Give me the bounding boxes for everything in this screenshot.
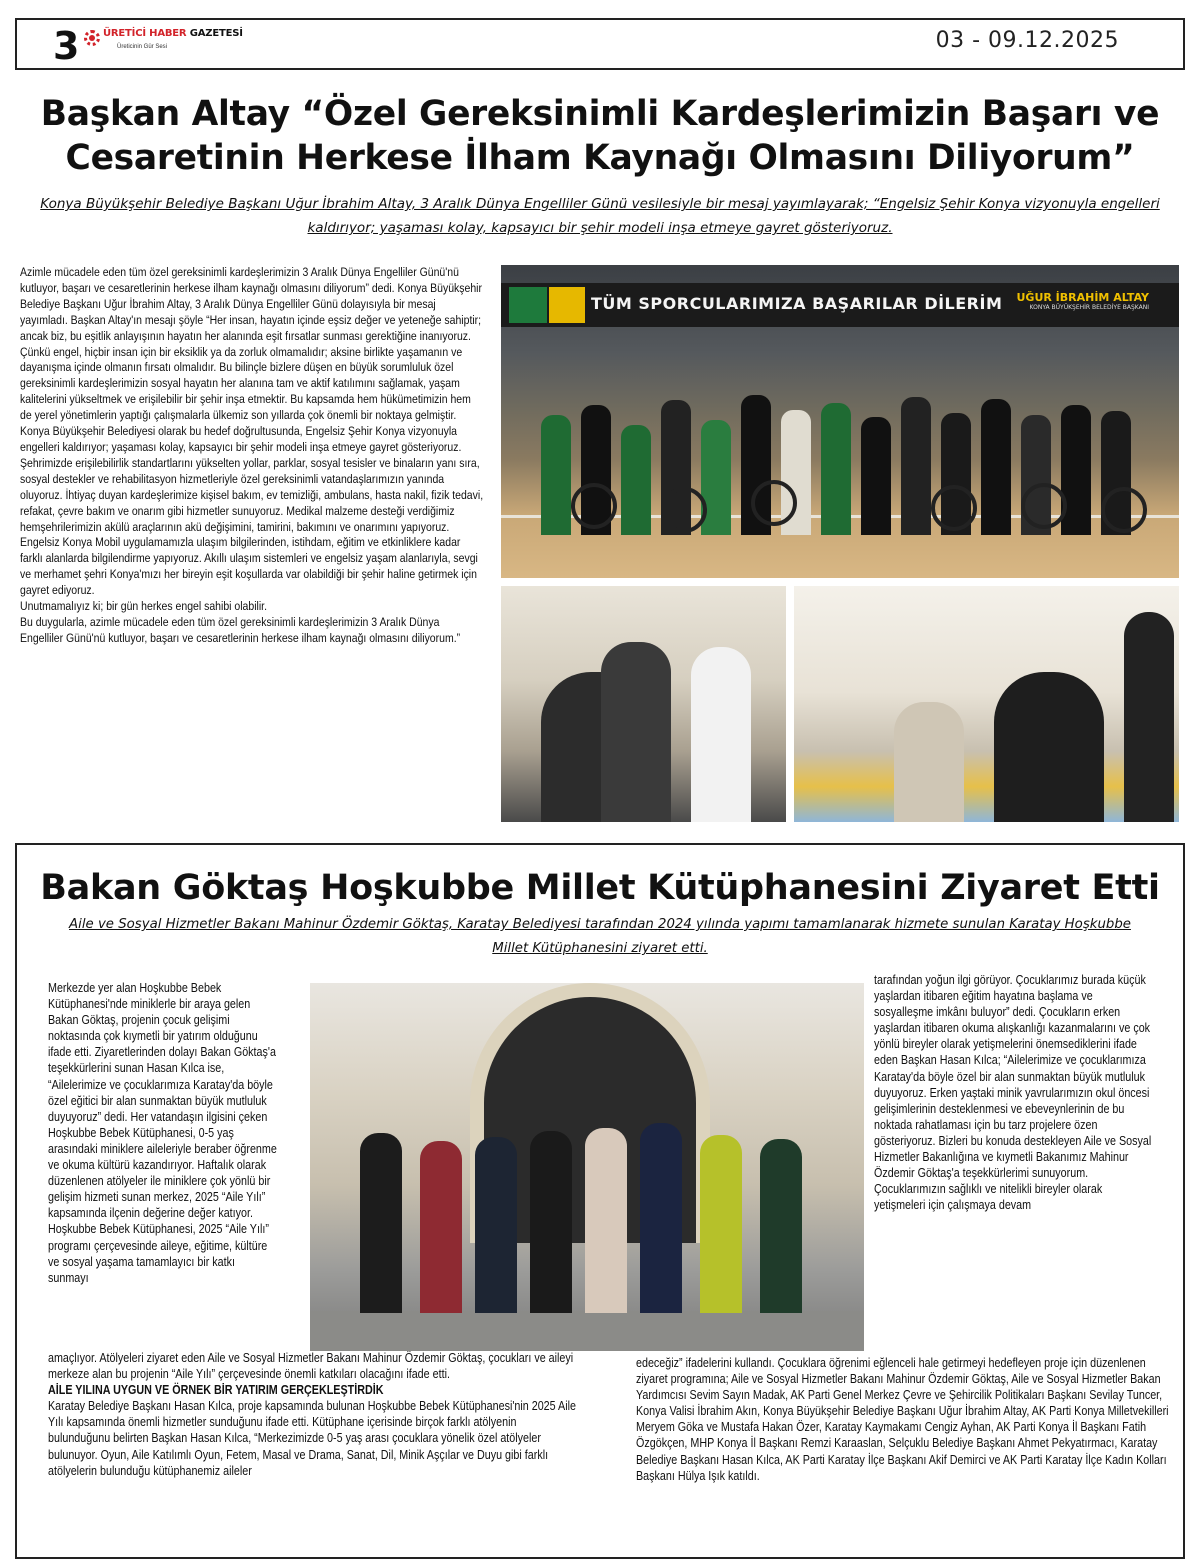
- article2-subhead: AİLE YILINA UYGUN VE ÖRNEK BİR YATIRIM GERÇEKLEŞTİRDİK: [48, 1383, 384, 1398]
- newspaper-logo: [103, 28, 243, 39]
- official-figure: [420, 1141, 462, 1313]
- player-figure: [1061, 405, 1091, 535]
- player-figure: [901, 397, 931, 535]
- article2-bottom-right-text: edeceğiz” ifadelerini kullandı. Çocuklara öğrenimi eğlenceli hale getirmeyi hedefleyen proje için düzenlenen ziyaret programına; Aile ve Sosyal Hizmetler Bakanı Mahinur Özdemir Göktaş, Aile ve Sosyal Hizmetler Bakan Yardımcısı Sevim Sayın Madak, AK Parti Genel Merkez Çevre ve Şehircilik Politikaları Başkanı Sevilay Tuncer, Konya Valisi İbrahim Akın, Konya Büyükşehir Belediye Başkanı Uğur İbrahim Altay, AK Parti Konya Milletvekilleri Meryem Göka ve Mustafa Hakan Özer, Karatay Kaymakamı Cengiz Ayhan, AK Parti Konya İl Başkanı Fatih Özgökçen, MHP Konya İl Başkanı Remzi Karaaslan, Selçuklu Belediye Başkanı Ahmet Pekyatırmacı, Karatay Belediye Başkanı Hasan Kılca, AK Parti Karatay İlçe Başkanı Akif Demirci ve AK Parti Karatay İlçe Kadın Kolları Başkanı Hülya Işık katıldı.: [636, 1356, 1169, 1483]
- banner-message: TÜM SPORCULARIMIZA BAŞARILAR DİLERİM: [591, 294, 1003, 313]
- article2-right-text: tarafından yoğun ilgi görüyor. Çocuklarımız burada küçük yaşlardan itibaren eğitim hayatına başlama ve sosyalleşme imkânı buluyor” dedi. Çocukların erken yaşlardan itibaren okuma alışkanlığı kazanmalarını ve çok yönlü bireyler olarak yetişmelerini önemsediklerini ifade eden Başkan Hasan Kılca; “Ailelerimize ve çocuklarımıza Karatay'da böyle özel bir alan sunmaktan büyük mutluluk duyuyoruz. Erken yaştaki minik yavrularımızın okul öncesi gelişimlerinin desteklenmesi ve ebeveynlerinin de bu noktada rahatlaması için bu tarz projelere özen gösteriyoruz. Bizleri bu konuda destekleyen Aile ve Sosyal Hizmetler Bakanlığına ve kıymetli Bakanımız Mahinur Özdemir Göktaş'a teşekkürlerimi sunuyorum. Çocuklarımızın sağlıklı ve nitelikli bireyler olarak yetişmeleri için çalışmaya devam: [874, 973, 1152, 1213]
- official-figure: [640, 1123, 682, 1313]
- article1-paragraph-1: Azimle mücadele eden tüm özel gereksinimli kardeşlerimizin 3 Aralık Dünya Engelliler Günü'nü kutluyor, başarı ve cesaretlerinin herkese ilham kaynağı olmasını diliyorum” dedi. Konya Büyükşehir Belediye Başkanı Uğur İbrahim Altay, 3 Aralık Dünya Engelliler Günü dolayısıyla bir mesaj yayımladı. Başkan Altay'ın mesajı şöyle “Her insan, hayatın içinde eşsiz değer ve yeteneğe sahiptir; ancak biz, bu eşitlik anlayışının hayatın her alanında eşit fırsatlar sunması gerektiğine inanıyoruz. Çünkü engel, hiçbir insan için bir eksiklik ya da zorluk olmamalıdır; aksine birlikte yaşamanın ve dayanışma içinde olmanın fırsatı olmalıdır. Bu bilinçle bizlere düşen en büyük sorumluluk özel gereksinimli kardeşlerimizin sosyal hayatın her alanına tam ve aktif katılımını sağlamak, yaşam kalitelerini yükseltmek ve erişilebilir bir şehir inşa etmektir. Bu kapsamda hem hükümetimizin hem de yerel yönetimlerin yaptığı çalışmalarla ülkemiz son yıllarda çok önemli bir noktaya gelmiştir. Konya Büyükşehir Belediyesi olarak bu hedef doğrultusunda, Engelsiz Şehir Konya vizyonuyla engelleri kaldırıyor; yaşaması kolay, kapsayıcı bir şehir modeli inşa etmeye gayret gösteriyoruz. Şehrimizde erişilebilirlik standartlarını yükselten yollar, parklar, sosyal tesisler ve binaların yanı sıra, sosyal destekler ve rehabilitasyon hizmetleriyle özel gereksinimli vatandaşlarımızın yanında oluyoruz. İhtiyaç duyan kardeşlerimize kişisel bakım, ev temizliği, ambulans, hasta nakil, fizik tedavi, refakat, çevre bakım ve onarım gibi hizmetler sunuyoruz. Medikal malzeme desteği verdiğimiz hemşehrilerimizin akülü araçlarının akü değişimini, tamirini, bakımını ve onarımını yapıyoruz. Engelsiz Konya Mobil uygulamamızla ulaşım bilgilerinden, istihdam, eğitim ve etkinliklere kadar farklı alanlarda bilgilendirme yapıyoruz. Akıllı ulaşım sistemleri ve engelsiz yaşam alanlarıyla, sevgi ve merhamet şehri Konya'mızı her bireyin eşit koşullarda var olabildiği bir şehir haline getirmek için gayret ediyoruz.: [20, 265, 484, 598]
- official-figure: [530, 1131, 572, 1313]
- banner-name-text: UĞUR İBRAHİM ALTAY: [1016, 291, 1149, 304]
- article2-bottom-left-continued: [48, 1350, 581, 1479]
- wheelchair-wheel: [931, 485, 977, 531]
- article1-headline-line2: Cesaretinin Herkese İlham Kaynağı Olmasını Diliyorum”: [65, 138, 1135, 178]
- wheelchair-wheel: [751, 480, 797, 526]
- article1-paragraph-3: Bu duygularla, azimle mücadele eden tüm özel gereksinimli kardeşlerimizin 3 Aralık Dünya Engelliler Günü'nü kutluyor, başarı ve cesaretlerinin herkese ilham kaynağı olmasını diliyorum.”: [20, 614, 461, 645]
- article2-left-text: Merkezde yer alan Hoşkubbe Bebek Kütüphanesi'nde miniklerle bir araya gelen Bakan Göktaş, projenin çocuk gelişimi noktasında çok kıymetli bir yatırım olduğunu ifade etti. Ziyaretlerinden dolayı Bakan Göktaş'a teşekkürlerini sunan Hasan Kılca ise, “Ailelerimize ve çocuklarımıza Karatay'da böyle özel eğitici bir alan sunmaktan büyük mutluluk duyuyoruz” dedi. Her vatandaşın ilgisini çeken Hoşkubbe Bebek Kütüphanesi, 0-5 yaş arasındaki miniklere aileleriyle beraber öğrenme ve okuma kültürü kazandırıyor. Haftalık olarak düzenlenen atölyeler ile miniklere çok yönlü bir gelişim hizmeti sunan merkez, 2025 “Aile Yılı” kapsamında ilçenin değerine değer katıyor. Hoşkubbe Bebek Kütüphanesi, 2025 “Aile Yılı” programı çerçevesinde aileye, eğitime, kültüre ve sosyal yaşama tamamlayıcı bir katkı sunmayı: [48, 981, 277, 1285]
- article1-headline: [20, 92, 1180, 180]
- child-figure: [894, 702, 964, 822]
- photo-basketball-team: [501, 265, 1179, 578]
- official-figure: [760, 1139, 802, 1313]
- photo-banner: [501, 283, 1179, 327]
- article2-right-column: [874, 972, 1154, 1213]
- article2-left-column: [48, 980, 278, 1286]
- wheelchair-wheel: [1021, 483, 1067, 529]
- player-figure: [981, 399, 1011, 535]
- article2-bottom-right: [636, 1355, 1169, 1484]
- wheelchair-wheel: [571, 483, 617, 529]
- article1-paragraph-2: Unutmamalıyız ki; bir gün herkes engel sahibi olabilir.: [20, 599, 268, 614]
- logo-word-2: HABER: [149, 28, 187, 39]
- banner-name: [1016, 291, 1149, 311]
- logo-word-1: ÜRETİCİ: [103, 28, 146, 39]
- article2-lead: Aile ve Sosyal Hizmetler Bakanı Mahinur Özdemir Göktaş, Karatay Belediyesi tarafından 2024 yılında yapımı tamamlanarak hizmete sunulan Karatay Hoşkubbe Millet Kütüphanesini ziyaret etti.: [69, 917, 1131, 956]
- wheelchair-wheel: [1101, 487, 1147, 533]
- official-figure: [700, 1135, 742, 1313]
- issue-date: 03 - 09.12.2025: [935, 28, 1119, 53]
- player-figure: [541, 415, 571, 535]
- banner-subtitle: KONYA BÜYÜKŞEHİR BELEDİYE BAŞKANI: [1029, 304, 1149, 311]
- photo-embrace: [501, 586, 786, 822]
- banner-badge-yellow: [549, 287, 585, 323]
- article1-headline-line1: Başkan Altay “Özel Gereksinimli Kardeşlerimizin Başarı ve: [40, 94, 1160, 134]
- article2-continued-text: amaçlıyor. Atölyeleri ziyaret eden Aile ve Sosyal Hizmetler Bakanı Mahinur Özdemir Göktaş, çocukları ve aileyi merkeze alan bu projenin “Aile Yılı” çerçevesinde önemli katkıları olacağını ifade etti.: [48, 1351, 574, 1382]
- wheelchair-wheel: [661, 487, 707, 533]
- article1-lead: Konya Büyükşehir Belediye Başkanı Uğur İbrahim Altay, 3 Aralık Dünya Engelliler Günü vesilesiyle bir mesaj yayımlayarak; “Engelsiz Şehir Konya vizyonuyla engelleri kaldırıyor; yaşaması kolay, kapsayıcı bir şehir modeli inşa etmeye gayret gösteriyoruz.: [40, 196, 1160, 236]
- official-figure: [585, 1128, 627, 1313]
- article2-headline: Bakan Göktaş Hoşkubbe Millet Kütüphanesini Ziyaret Etti: [40, 868, 1160, 908]
- gear-icon: [84, 30, 100, 46]
- man-figure: [601, 642, 671, 822]
- article1-body: [20, 265, 484, 647]
- page-header: [15, 18, 1185, 70]
- bystander-figure: [1124, 612, 1174, 822]
- officials-group: [350, 1073, 850, 1333]
- logo-tagline: Üreticinin Gür Sesi: [117, 44, 168, 50]
- youth-figure: [691, 647, 751, 822]
- official-figure: [475, 1137, 517, 1313]
- player-figure: [861, 417, 891, 535]
- man-figure: [994, 672, 1104, 822]
- article2-subhead-text: Karatay Belediye Başkanı Hasan Kılca, proje kapsamında bulunan Hoşkubbe Bebek Kütüphanesi'nin 2025 Aile Yılı kapsamında önemli hizmetler sunduğunu ifade etti. Kütüphane içerisinde birçok farklı atölyenin bulunduğunu belirten Başkan Hasan Kılca, “Merkezimizde 0-5 yaş arası çocuklara yönelik özel atölyeler bulunuyor. Oyun, Aile Katılımlı Oyun, Fetem, Masal ve Drama, Sanat, Dil, Minik Aşçılar ve Duyu gibi farklı atölyelerin bulunduğu kütüphanemiz aileler: [48, 1399, 576, 1478]
- official-figure: [360, 1133, 402, 1313]
- photo-child-visit: [794, 586, 1179, 822]
- photo-library-visit: [310, 983, 864, 1351]
- player-figure: [621, 425, 651, 535]
- page-number: 3: [53, 24, 80, 68]
- logo-word-3: GAZETESİ: [189, 28, 243, 39]
- banner-badge-green: [509, 287, 547, 323]
- player-figure: [821, 403, 851, 535]
